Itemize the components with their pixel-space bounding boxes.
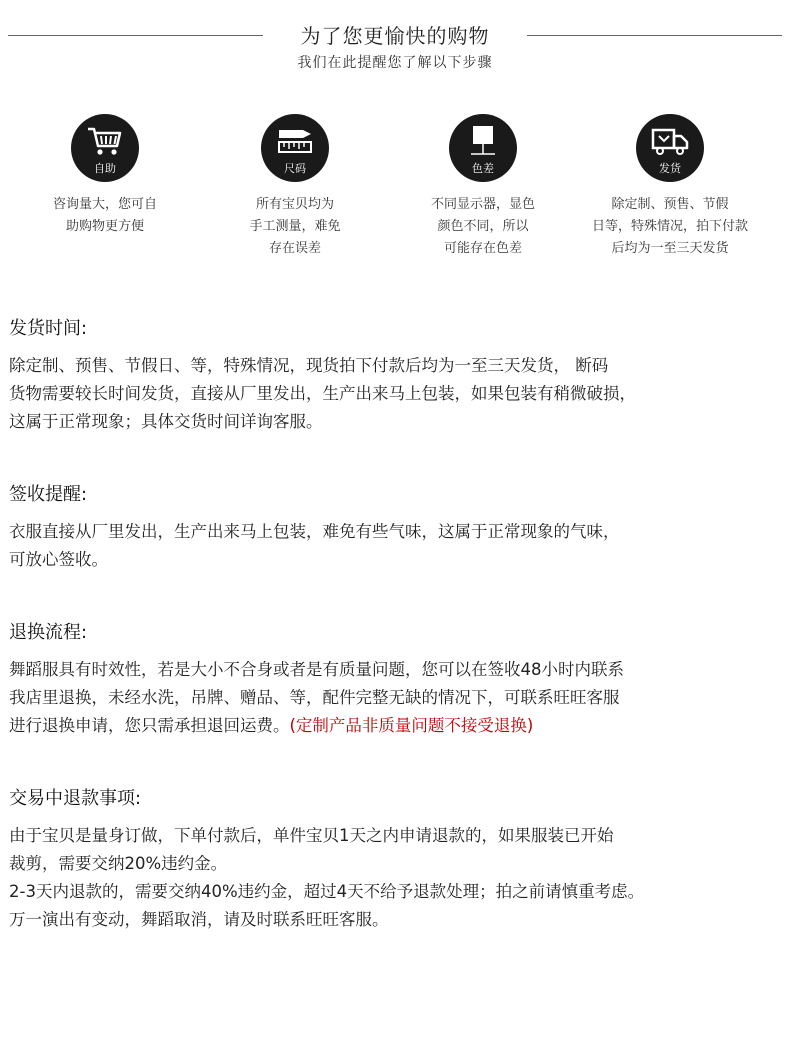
custom-product-note: (定制产品非质量问题不接受退换) — [289, 716, 534, 735]
icon-row — [0, 114, 790, 274]
page-title: 为了您更愉快的购物 — [300, 24, 490, 48]
section-body — [9, 656, 784, 740]
body-line: 舞蹈服具有时效性，若是大小不合身或者是有质量问题，您可以在签收48小时内联系 — [9, 660, 624, 679]
icon-desc-line: 存在误差 — [268, 241, 321, 256]
body-line: 货物需要较长时间发货，直接从厂里发出，生产出来马上包装，如果包装有稍微破损， — [9, 384, 636, 403]
icon-item-size — [195, 114, 395, 260]
section-title: 签收提醒: — [9, 484, 88, 505]
icon-desc-line: 后均为一至三天发货 — [611, 241, 729, 256]
section-shipping-time — [9, 314, 784, 436]
icon-label: 发货 — [659, 162, 681, 175]
body-line-with-note — [9, 712, 784, 740]
icon-label: 自助 — [94, 162, 116, 175]
section-body — [9, 518, 784, 574]
icon-desc-line: 颜色不同，所以 — [437, 219, 529, 234]
icon-desc-line: 不同显示器，显色 — [430, 197, 535, 212]
icon-label: 色差 — [472, 162, 494, 175]
icon-desc-line: 助购物更方便 — [65, 219, 144, 234]
icon-desc-line: 咨询量大，您可自 — [52, 197, 157, 212]
body-line: 衣服直接从厂里发出，生产出来马上包装，难免有些气味，这属于正常现象的气味， — [9, 522, 620, 541]
ruler-icon — [275, 124, 315, 158]
icon-desc-line: 除定制、预售、节假 — [611, 197, 729, 212]
section-title: 退换流程: — [9, 622, 88, 643]
header-divider-right — [527, 35, 782, 36]
icon-desc-line: 手工测量，难免 — [249, 219, 341, 234]
body-line: 可放心签收。 — [9, 550, 108, 569]
icon-label: 尺码 — [284, 162, 306, 175]
truck-icon — [650, 124, 690, 158]
icon-item-shipping — [570, 114, 770, 260]
section-refund-terms — [9, 784, 784, 934]
body-line: 2-3天内退款的，需要交纳40%违约金，超过4天不给予退款处理；拍之前请慎重考虑。 — [9, 882, 645, 901]
icon-desc-line: 可能存在色差 — [443, 241, 522, 256]
body-line: 裁剪，需要交纳20%违约金。 — [9, 854, 228, 873]
icon-item-color — [383, 114, 583, 260]
icon-description — [383, 194, 583, 260]
body-line: 这属于正常现象；具体交货时间详询客服。 — [9, 412, 323, 431]
section-title: 交易中退款事项: — [9, 788, 142, 809]
ruler-icon-circle — [261, 114, 329, 182]
section-return-process — [9, 618, 784, 740]
icon-description — [195, 194, 395, 260]
cart-icon-circle — [71, 114, 139, 182]
page-subtitle: 我们在此提醒您了解以下步骤 — [297, 55, 493, 71]
body-line: 万一演出有变动，舞蹈取消，请及时联系旺旺客服。 — [9, 910, 389, 929]
section-body — [9, 352, 784, 436]
body-line: 由于宝贝是量身订做，下单付款后，单件宝贝1天之内申请退款的，如果服装已开始 — [9, 826, 614, 845]
icon-description — [570, 194, 770, 260]
icon-description — [5, 194, 205, 238]
color-square-icon — [463, 124, 503, 158]
color-square-icon-circle — [449, 114, 517, 182]
cart-icon — [85, 124, 125, 158]
body-line-text: 进行退换申请，您只需承担退回运费。 — [9, 716, 290, 735]
body-line: 除定制、预售、节假日、等，特殊情况，现货拍下付款后均为一至三天发货， 断码 — [9, 356, 609, 375]
section-receipt-reminder — [9, 480, 784, 574]
section-title: 发货时间: — [9, 318, 88, 339]
icon-item-self-service — [5, 114, 205, 238]
truck-icon-circle — [636, 114, 704, 182]
header — [0, 18, 790, 78]
body-line: 我店里退换，未经水洗，吊牌、赠品、等，配件完整无缺的情况下，可联系旺旺客服 — [9, 688, 620, 707]
icon-desc-line: 所有宝贝均为 — [255, 197, 334, 212]
icon-desc-line: 日等，特殊情况，拍下付款 — [591, 219, 748, 234]
section-body — [9, 822, 784, 934]
